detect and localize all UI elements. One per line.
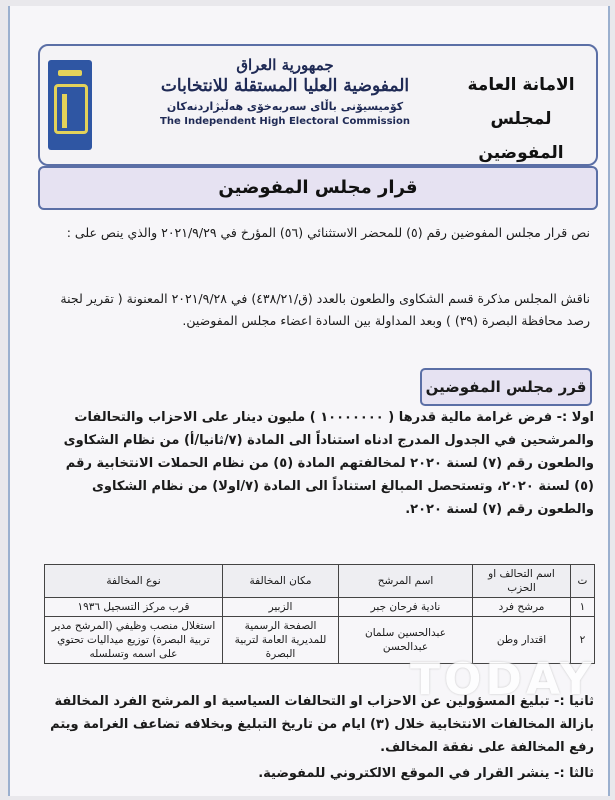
- col-header-place: مكان المخالفة: [223, 565, 339, 598]
- general-secretariat-line2: لمجلس المفوضين: [478, 109, 564, 163]
- table-row: [45, 598, 595, 617]
- discussion-paragraph: ناقش المجلس مذكرة قسم الشكاوى والطعون بالعدد (ق/٤٣٨/٢١) في ٢٠٢١/٩/٢٨ المعنونة ( تقرير لجنة رصد محافظة البصرة (٣٩) ) وبعد المداولة بين السادة اعضاء مجلس المفوضين.: [60, 291, 590, 328]
- commission-name-english: The Independent High Electoral Commission: [160, 116, 410, 127]
- cell-violation: قرب مركز التسجيل ١٩٣٦: [45, 598, 223, 617]
- commission-name-kurdish: كۆمیسیۆنی باڵای سەربەخۆی هەڵبژاردنەكان: [166, 100, 404, 113]
- intro-paragraph: نص قرار مجلس المفوضين رقم (٥) للمحضر الاستثنائي (٥٦) المؤرخ في ٢٠٢١/٩/٢٩ والذي ينص على :: [66, 225, 590, 240]
- country-name: جمهورية العراق: [236, 56, 334, 74]
- violations-table: [44, 564, 595, 664]
- cell-candidate: عبدالحسين سلمان عبدالحسن: [339, 617, 473, 664]
- cell-index: ٢: [571, 617, 595, 664]
- first-clause: اولا :- فرض غرامة مالية قدرها ( ١٠٠٠٠٠٠٠ ) مليون دينار على الاحزاب والتحالفات والمرشحين في الجدول المدرج ادناه استناداً الى المادة (٧/ثانيا/أ) من نظام الشكاوى والطعون رقم (٧) لسنة ٢٠٢٠ لمخالفتهم المادة (٥) من نظام الحملات الانتخابية رقم (٥) لسنة ٢٠٢٠، وتستحصل المبالغ استناداً الى المادة (٧/اولا) من نظام الشكاوى والطعون رقم (٧) لسنة ٢٠٢٠.: [63, 410, 594, 517]
- third-clause: ثالثا :- ينشر القرار في الموقع الالكتروني للمفوضية.: [258, 766, 594, 781]
- ballot-slot-shape: [58, 70, 82, 76]
- col-header-violation: نوع المخالفة: [45, 565, 223, 598]
- cell-candidate: نادية فرحان جبر: [339, 598, 473, 617]
- logo-bar-shape: [62, 94, 67, 128]
- cell-place: الزبير: [223, 598, 339, 617]
- general-secretariat-line1: الامانة العامة: [467, 75, 575, 95]
- cell-violation: استغلال منصب وظيفي (المرشح مدير تربية البصرة) توزيع ميداليات تحتوي على اسمه وتسلسله: [45, 617, 223, 664]
- cell-party: اقتدار وطن: [473, 617, 571, 664]
- decided-heading: قرر مجلس المفوضين: [420, 368, 592, 406]
- ihec-logo: [48, 60, 92, 150]
- table-header-row: [45, 565, 595, 598]
- decision-document: [8, 6, 610, 796]
- cell-index: ١: [571, 598, 595, 617]
- document-title: قرار مجلس المفوضين: [38, 166, 598, 210]
- today-watermark: TODAY: [410, 654, 596, 705]
- col-header-party: اسم التحالف او الحزب: [473, 565, 571, 598]
- letterhead: [38, 44, 598, 166]
- cell-place: الصفحة الرسمية للمديرية العامة لتربية البصرة: [223, 617, 339, 664]
- ink-finger-shape: [54, 84, 88, 134]
- commission-name-arabic: المفوضية العليا المستقلة للانتخابات: [160, 76, 410, 96]
- general-secretariat-title: [456, 68, 586, 170]
- col-header-index: ت: [571, 565, 595, 598]
- cell-party: مرشح فرد: [473, 598, 571, 617]
- col-header-candidate: اسم المرشح: [339, 565, 473, 598]
- second-clause: ثانيا :- تبليغ المسؤولين عن الاحزاب او التحالفات السياسية او المرشح الفرد المخالفة بازالة المخالفات الانتخابية خلال (٣) ايام من تاريخ التبليغ وبخلافه تضاعف الغرامة ويتم رفع المخالفة على نفقة المخالف.: [50, 694, 594, 755]
- commission-name-block: [100, 56, 470, 127]
